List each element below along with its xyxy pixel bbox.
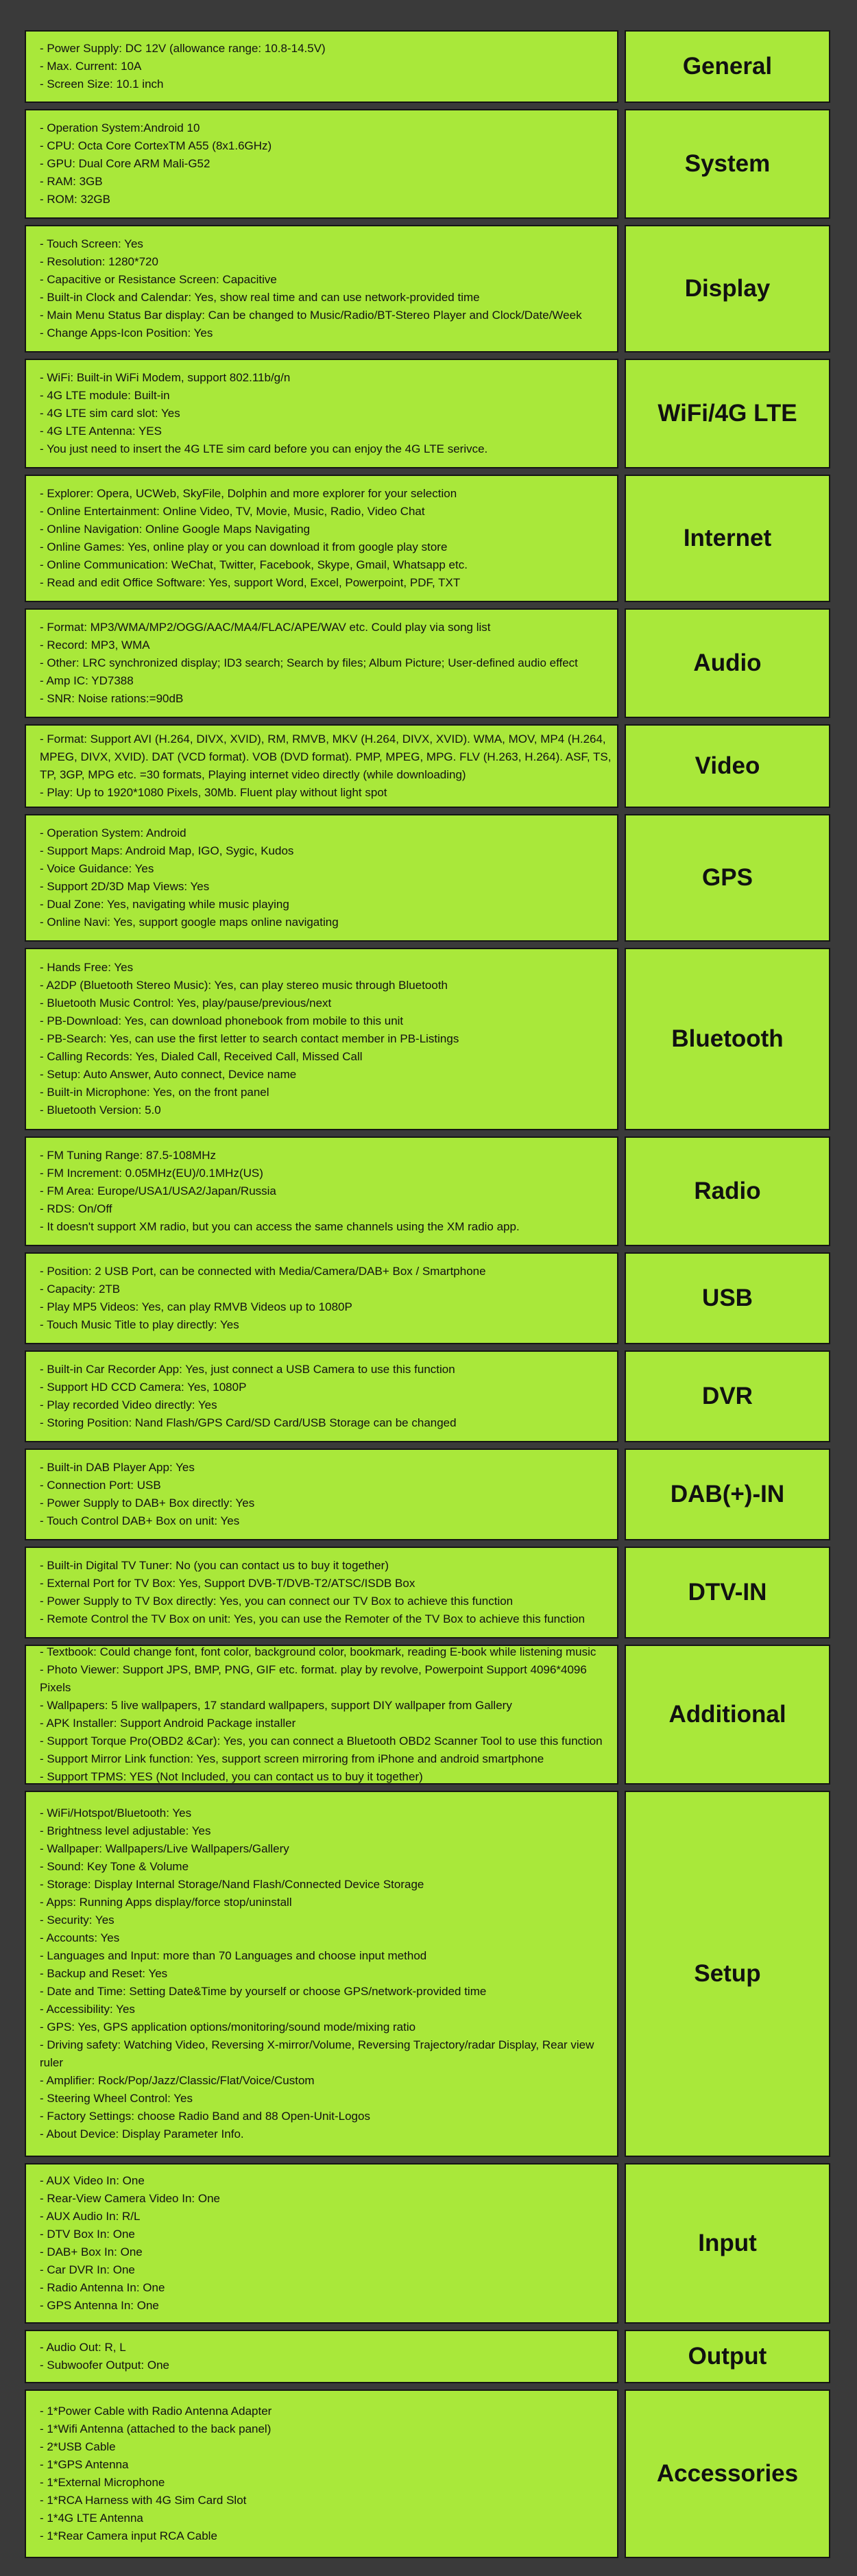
spec-line: - Remote Control the TV Box on unit: Yes, you can use the Remoter of the TV Box to achieve this function	[40, 1612, 586, 1625]
spec-line: - Record: MP3, WMA	[40, 639, 150, 652]
spec-category	[625, 1448, 830, 1540]
spec-line: - External Port for TV Box: Yes, Support DVB-T/DVB-T2/ATSC/ISDB Box	[40, 1577, 415, 1590]
spec-line: - RAM: 3GB	[40, 175, 103, 188]
spec-category	[625, 814, 830, 942]
spec-line: - DTV Box In: One	[40, 2228, 135, 2241]
spec-details	[25, 2330, 618, 2383]
spec-line: - Factory Settings: choose Radio Band and 88 Open-Unit-Logos	[40, 2110, 370, 2123]
spec-line: - Driving safety: Watching Video, Reversing X-mirror/Volume, Reversing Trajectory/radar Display, Rear view ruler	[40, 2038, 594, 2069]
spec-category	[625, 359, 830, 468]
spec-line: - 4G LTE sim card slot: Yes	[40, 407, 180, 420]
spec-details	[25, 814, 618, 942]
spec-category-label: Output	[688, 2343, 767, 2370]
spec-category	[625, 225, 830, 353]
spec-category-label: Audio	[693, 649, 762, 676]
spec-details	[25, 948, 618, 1130]
spec-category	[625, 1791, 830, 2157]
spec-details	[25, 724, 618, 808]
spec-category-label: DVR	[702, 1383, 753, 1409]
spec-category	[625, 109, 830, 219]
spec-line: - Amplifier: Rock/Pop/Jazz/Classic/Flat/Voice/Custom	[40, 2074, 315, 2087]
spec-line: - Format: Support AVI (H.264, DIVX, XVID), RM, RMVB, MKV (H.264, DIVX, XVID). WMA, MOV, MP4 (H.264, MPEG, DIVX, XVID). DAT (VCD format). VOB (DVD format). PMP, MPEG, MPG. FLV (H.263, H.264). ASF, TS, TP, 3GP, MPG etc. =30 formats, Playing internet video directly (while downloading)	[40, 732, 612, 781]
spec-line: - Touch Music Title to play directly: Yes	[40, 1318, 239, 1331]
spec-category-label: Setup	[694, 1960, 761, 1987]
spec-line: - Operation System: Android	[40, 826, 186, 839]
spec-line: - Bluetooth Music Control: Yes, play/pause/previous/next	[40, 997, 332, 1010]
spec-line: - 1*GPS Antenna	[40, 2458, 129, 2471]
spec-line: - 2*USB Cable	[40, 2440, 116, 2453]
spec-line: - Play: Up to 1920*1080 Pixels, 30Mb. Fluent play without light spot	[40, 786, 387, 799]
spec-line: - 4G LTE Antenna: YES	[40, 425, 162, 438]
spec-line: - Support Maps: Android Map, IGO, Sygic, Kudos	[40, 844, 294, 857]
spec-category-label: GPS	[702, 864, 753, 891]
spec-line: - About Device: Display Parameter Info.	[40, 2127, 244, 2140]
spec-category	[625, 1252, 830, 1344]
spec-line: - Change Apps-Icon Position: Yes	[40, 326, 213, 339]
spec-category-label: Radio	[694, 1178, 761, 1204]
spec-line: - Online Navi: Yes, support google maps online navigating	[40, 916, 339, 929]
spec-details	[25, 1136, 618, 1246]
spec-row	[25, 608, 830, 718]
spec-category	[625, 475, 830, 602]
spec-line: - Built-in DAB Player App: Yes	[40, 1461, 195, 1474]
spec-row	[25, 1136, 830, 1246]
spec-row	[25, 814, 830, 942]
spec-line: - GPS Antenna In: One	[40, 2299, 159, 2312]
spec-line: - Support HD CCD Camera: Yes, 1080P	[40, 1381, 247, 1394]
spec-line: - Built-in Clock and Calendar: Yes, show real time and can use network-provided time	[40, 291, 480, 304]
spec-row	[25, 1350, 830, 1442]
spec-line: - 1*4G LTE Antenna	[40, 2512, 143, 2525]
spec-line: - AUX Video In: One	[40, 2174, 145, 2187]
spec-line: - Max. Current: 10A	[40, 60, 142, 73]
spec-line: - Wallpaper: Wallpapers/Live Wallpapers/Gallery	[40, 1842, 289, 1855]
spec-line: - Online Communication: WeChat, Twitter, Facebook, Skype, Gmail, Whatsapp etc.	[40, 558, 468, 571]
spec-line: - Online Entertainment: Online Video, TV, Movie, Music, Radio, Video Chat	[40, 505, 425, 518]
spec-row	[25, 1547, 830, 1638]
spec-table	[25, 30, 830, 2558]
spec-category	[625, 608, 830, 718]
spec-row	[25, 1448, 830, 1540]
spec-line: - Radio Antenna In: One	[40, 2281, 165, 2294]
spec-line: - Setup: Auto Answer, Auto connect, Device name	[40, 1068, 297, 1081]
spec-row	[25, 2389, 830, 2558]
spec-line: - PB-Search: Yes, can use the first letter to search contact member in PB-Listings	[40, 1032, 459, 1045]
spec-line: - A2DP (Bluetooth Stereo Music): Yes, can play stereo music through Bluetooth	[40, 979, 448, 992]
spec-row	[25, 225, 830, 353]
spec-line: - Date and Time: Setting Date&Time by yourself or choose GPS/network-provided time	[40, 1985, 487, 1998]
spec-line: - Touch Control DAB+ Box on unit: Yes	[40, 1514, 240, 1527]
spec-row	[25, 1791, 830, 2157]
spec-row	[25, 2163, 830, 2324]
spec-line: - Textbook: Could change font, font color, background color, bookmark, reading E-book while listening music	[40, 1645, 596, 1658]
spec-category-label: General	[682, 53, 773, 80]
spec-category-label: Internet	[683, 525, 772, 551]
spec-line: - Support Torque Pro(OBD2 &Car): Yes, you can connect a Bluetooth OBD2 Scanner Tool to use this function	[40, 1734, 603, 1748]
spec-line: - WiFi: Built-in WiFi Modem, support 802.11b/g/n	[40, 371, 291, 384]
spec-line: - Position: 2 USB Port, can be connected with Media/Camera/DAB+ Box / Smartphone	[40, 1265, 486, 1278]
spec-line: - You just need to insert the 4G LTE sim card before you can enjoy the 4G LTE serivce.	[40, 442, 488, 455]
spec-line: - Dual Zone: Yes, navigating while music playing	[40, 898, 289, 911]
spec-line: - Play recorded Video directly: Yes	[40, 1398, 217, 1411]
spec-line: - Wallpapers: 5 live wallpapers, 17 standard wallpapers, support DIY wallpaper from Gallery	[40, 1699, 512, 1712]
spec-line: - It doesn't support XM radio, but you can access the same channels using the XM radio app.	[40, 1220, 520, 1233]
spec-category	[625, 1645, 830, 1785]
spec-category	[625, 2163, 830, 2324]
spec-line: - FM Tuning Range: 87.5-108MHz	[40, 1149, 217, 1162]
spec-line: - CPU: Octa Core CortexTM A55 (8x1.6GHz)	[40, 139, 272, 152]
spec-line: - 1*RCA Harness with 4G Sim Card Slot	[40, 2494, 247, 2507]
spec-category-label: DAB(+)-IN	[670, 1481, 785, 1507]
spec-line: - Touch Screen: Yes	[40, 237, 143, 250]
spec-details	[25, 1791, 618, 2157]
spec-category	[625, 1350, 830, 1442]
spec-line: - Screen Size: 10.1 inch	[40, 77, 164, 91]
spec-line: - 1*Wifi Antenna (attached to the back panel)	[40, 2422, 271, 2435]
spec-line: - Security: Yes	[40, 1913, 114, 1927]
spec-category-label: Display	[684, 275, 771, 302]
spec-line: - AUX Audio In: R/L	[40, 2210, 141, 2223]
spec-line: - Other: LRC synchronized display; ID3 search; Search by files; Album Picture; User-defined audio effect	[40, 656, 578, 669]
spec-line: - Steering Wheel Control: Yes	[40, 2092, 193, 2105]
spec-row	[25, 30, 830, 103]
spec-line: - Built-in Digital TV Tuner: No (you can contact us to buy it together)	[40, 1559, 389, 1572]
spec-line: - Power Supply to TV Box directly: Yes, you can connect our TV Box to achieve this function	[40, 1595, 514, 1608]
spec-line: - Connection Port: USB	[40, 1479, 161, 1492]
spec-details	[25, 30, 618, 103]
spec-line: - Storage: Display Internal Storage/Nand Flash/Connected Device Storage	[40, 1878, 424, 1891]
spec-line: - Subwoofer Output: One	[40, 2359, 169, 2372]
spec-line: - PB-Download: Yes, can download phonebook from mobile to this unit	[40, 1014, 404, 1027]
spec-category-label: Video	[695, 752, 760, 779]
spec-category-label: Input	[698, 2230, 757, 2256]
spec-details	[25, 1350, 618, 1442]
spec-category	[625, 2330, 830, 2383]
spec-line: - Support Mirror Link function: Yes, support screen mirroring from iPhone and android smartphone	[40, 1752, 544, 1765]
spec-line: - Operation System:Android 10	[40, 121, 200, 134]
spec-line: - Built-in Microphone: Yes, on the front panel	[40, 1086, 269, 1099]
spec-line: - Car DVR In: One	[40, 2263, 135, 2276]
spec-line: - Power Supply to DAB+ Box directly: Yes	[40, 1496, 255, 1510]
spec-line: - SNR: Noise rations:=90dB	[40, 692, 184, 705]
spec-line: - Voice Guidance: Yes	[40, 862, 154, 875]
spec-category-label: Additional	[668, 1701, 786, 1728]
spec-line: - Explorer: Opera, UCWeb, SkyFile, Dolphin and more explorer for your selection	[40, 487, 457, 500]
spec-details	[25, 2389, 618, 2558]
spec-line: - APK Installer: Support Android Package installer	[40, 1717, 296, 1730]
spec-line: - Read and edit Office Software: Yes, support Word, Excel, Powerpoint, PDF, TXT	[40, 576, 461, 589]
spec-line: - Built-in Car Recorder App: Yes, just connect a USB Camera to use this function	[40, 1363, 455, 1376]
spec-line: - Play MP5 Videos: Yes, can play RMVB Videos up to 1080P	[40, 1300, 352, 1313]
spec-row	[25, 109, 830, 219]
spec-details	[25, 1645, 618, 1785]
spec-line: - Amp IC: YD7388	[40, 674, 134, 687]
spec-details	[25, 1252, 618, 1344]
spec-line: - Support TPMS: YES (Not Included, you can contact us to buy it together)	[40, 1770, 423, 1783]
spec-line: - RDS: On/Off	[40, 1202, 112, 1215]
spec-details	[25, 225, 618, 353]
spec-line: - Backup and Reset: Yes	[40, 1967, 168, 1980]
spec-line: - Brightness level adjustable: Yes	[40, 1824, 211, 1837]
spec-line: - 1*Power Cable with Radio Antenna Adapter	[40, 2405, 272, 2418]
spec-category	[625, 30, 830, 103]
spec-details	[25, 1448, 618, 1540]
spec-row	[25, 359, 830, 468]
spec-line: - Storing Position: Nand Flash/GPS Card/SD Card/USB Storage can be changed	[40, 1416, 457, 1429]
spec-row	[25, 2330, 830, 2383]
spec-details	[25, 608, 618, 718]
spec-line: - Accounts: Yes	[40, 1931, 120, 1944]
spec-line: - WiFi/Hotspot/Bluetooth: Yes	[40, 1806, 192, 1820]
spec-details	[25, 2163, 618, 2324]
spec-details	[25, 359, 618, 468]
spec-line: - 1*External Microphone	[40, 2476, 165, 2489]
spec-category	[625, 724, 830, 808]
spec-line: - GPU: Dual Core ARM Mali-G52	[40, 157, 210, 170]
spec-category	[625, 948, 830, 1130]
spec-line: - Power Supply: DC 12V (allowance range: 10.8-14.5V)	[40, 42, 326, 55]
spec-line: - ROM: 32GB	[40, 193, 110, 206]
spec-category-label: USB	[702, 1285, 753, 1311]
spec-line: - FM Increment: 0.05MHz(EU)/0.1MHz(US)	[40, 1167, 263, 1180]
spec-details	[25, 475, 618, 602]
spec-line: - Calling Records: Yes, Dialed Call, Received Call, Missed Call	[40, 1050, 363, 1063]
spec-details	[25, 109, 618, 219]
spec-row	[25, 1252, 830, 1344]
spec-line: - FM Area: Europe/USA1/USA2/Japan/Russia	[40, 1184, 276, 1197]
spec-category-label: WiFi/4G LTE	[657, 400, 797, 427]
spec-line: - GPS: Yes, GPS application options/monitoring/sound mode/mixing ratio	[40, 2020, 416, 2034]
spec-row	[25, 948, 830, 1130]
spec-line: - Hands Free: Yes	[40, 961, 134, 974]
spec-category-label: DTV-IN	[688, 1579, 767, 1606]
spec-line: - Capacity: 2TB	[40, 1283, 121, 1296]
spec-line: - Resolution: 1280*720	[40, 255, 158, 268]
spec-line: - DAB+ Box In: One	[40, 2245, 143, 2258]
spec-line: - Rear-View Camera Video In: One	[40, 2192, 220, 2205]
spec-line: - Sound: Key Tone & Volume	[40, 1860, 189, 1873]
spec-category-label: Bluetooth	[671, 1025, 784, 1052]
spec-line: - Photo Viewer: Support JPS, BMP, PNG, GIF etc. format. play by revolve, Powerpoint Support 4096*4096 Pixels	[40, 1663, 587, 1694]
spec-line: - Capacitive or Resistance Screen: Capacitive	[40, 273, 277, 286]
spec-category	[625, 2389, 830, 2558]
spec-line: - Apps: Running Apps display/force stop/uninstall	[40, 1896, 292, 1909]
spec-line: - Accessibility: Yes	[40, 2003, 135, 2016]
spec-category	[625, 1547, 830, 1638]
spec-row	[25, 475, 830, 602]
spec-line: - Support 2D/3D Map Views: Yes	[40, 880, 210, 893]
spec-line: - Online Navigation: Online Google Maps Navigating	[40, 523, 311, 536]
spec-row	[25, 1645, 830, 1785]
spec-line: - Bluetooth Version: 5.0	[40, 1104, 161, 1117]
spec-line: - 1*Rear Camera input RCA Cable	[40, 2529, 217, 2542]
spec-line: - Languages and Input: more than 70 Languages and choose input method	[40, 1949, 427, 1962]
spec-line: - Online Games: Yes, online play or you can download it from google play store	[40, 540, 448, 553]
spec-line: - Format: MP3/WMA/MP2/OGG/AAC/MA4/FLAC/APE/WAV etc. Could play via song list	[40, 621, 491, 634]
spec-category-label: Accessories	[656, 2460, 799, 2487]
spec-details	[25, 1547, 618, 1638]
spec-line: - Audio Out: R, L	[40, 2341, 126, 2354]
spec-category-label: System	[684, 150, 771, 177]
spec-line: - 4G LTE module: Built-in	[40, 389, 170, 402]
spec-category	[625, 1136, 830, 1246]
spec-line: - Main Menu Status Bar display: Can be changed to Music/Radio/BT-Stereo Player and Clock/Date/Week	[40, 309, 582, 322]
spec-row	[25, 724, 830, 808]
